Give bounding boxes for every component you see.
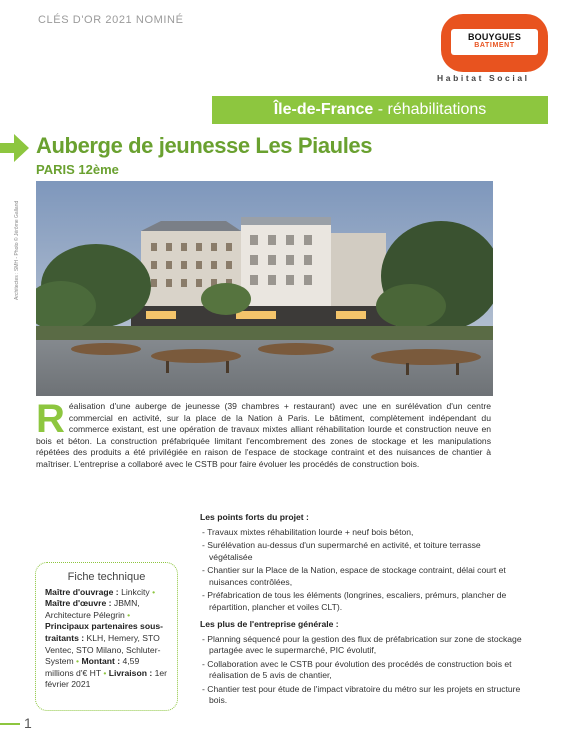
drop-cap: R	[36, 397, 65, 441]
list-item: - Surélévation au-dessus d'un supermarché en activité, et toiture terrasse végétalisée	[200, 540, 525, 563]
architect-value: JBMN, Architecture Pélegrin	[45, 598, 140, 620]
owner-value: Linkcity	[118, 586, 153, 597]
region-name: Île-de-France	[273, 101, 374, 118]
list-item: - Chantier test pour étude de l'impact vibratoire du métro sur les projets en structure bois.	[200, 684, 525, 707]
page-number: 1	[24, 715, 32, 731]
region-type: - réhabilitations	[373, 101, 487, 118]
technical-sheet	[35, 562, 178, 711]
amount-label: Montant :	[81, 656, 121, 667]
photo-credit: Architectes : SMH - Photo © Jérôme Galland	[14, 200, 20, 300]
technical-sheet-title: Fiche technique	[67, 571, 146, 583]
delivery-label: Livraison :	[108, 667, 153, 678]
separator-dot: •	[76, 656, 80, 667]
technical-sheet-body	[45, 587, 168, 691]
highlights-column	[200, 512, 525, 713]
project-title: Auberge de jeunesse Les Piaules	[36, 133, 373, 158]
footer-rule	[0, 723, 20, 725]
bouygues-logo	[441, 14, 548, 72]
project-photo	[36, 181, 493, 396]
strengths-list	[200, 527, 525, 614]
company-list	[200, 634, 525, 707]
separator-dot: •	[127, 609, 131, 620]
separator-dot: •	[103, 667, 107, 678]
award-label: CLÉS D'OR 2021 NOMINÉ	[38, 14, 184, 26]
list-item: - Chantier sur la Place de la Nation, espace de stockage contraint, délai court et nuisances contrôlées,	[200, 565, 525, 588]
delivery-value: 1er février 2021	[45, 667, 168, 690]
list-item: - Travaux mixtes réhabilitation lourde + neuf bois béton,	[200, 527, 525, 539]
logo-brand-name: BOUYGUES	[467, 32, 522, 42]
list-item: - Collaboration avec le CSTB pour évolution des procédés de construction bois et réalisation de 5 avis de chantier,	[200, 659, 525, 682]
strengths-heading: Les points forts du projet :	[200, 512, 309, 522]
logo-brand-sub: BATIMENT	[474, 42, 515, 49]
project-location: PARIS 12ème	[36, 162, 119, 177]
architect-label: Maître d'œuvre :	[45, 598, 112, 609]
region-banner	[212, 96, 548, 124]
company-heading: Les plus de l'entreprise générale :	[200, 619, 339, 629]
partners-value: KLH, Hemery, STO Ventec, STO Milano, Schluter-System	[45, 632, 161, 667]
separator-dot: •	[152, 586, 156, 597]
amount-value: 4,59 millions d'€ HT	[45, 656, 140, 678]
partners-label: Principaux partenaires sous-traitants :	[45, 621, 163, 643]
category-label: Habitat Social	[437, 73, 530, 83]
chevron-arrow-icon	[0, 131, 30, 165]
intro-paragraph	[36, 397, 491, 471]
list-item: - Planning séquencé pour la gestion des flux de préfabrication sur zone de stockage partagée avec le supermarché, PIC évolutif,	[200, 634, 525, 657]
owner-label: Maître d'ouvrage :	[45, 586, 119, 597]
intro-text: éalisation d'une auberge de jeunesse (39 chambres + restaurant) avec une en surélévation d'un centre commercial en activité, sur la place de la Nation à Paris. Le bâtiment, complètement indépendant du commerce existant, est une opération de travaux mixtes alliant réhabilitation lourde et construction neuve en bois et béton. La construction préfabriquée limitant l'encombrement des zones de stockage et les manipulations répétées des produits a été privilégiée en raison de l'espace de stockage contraint et des nuisances de chantier à maîtriser. L'entreprise a collaboré avec le CSTB pour faire évoluer les procédés de construction bois.	[36, 401, 491, 469]
list-item: - Préfabrication de tous les éléments (longrines, escaliers, prémurs, plancher de répartition, plancher et voiles CLT).	[200, 590, 525, 613]
